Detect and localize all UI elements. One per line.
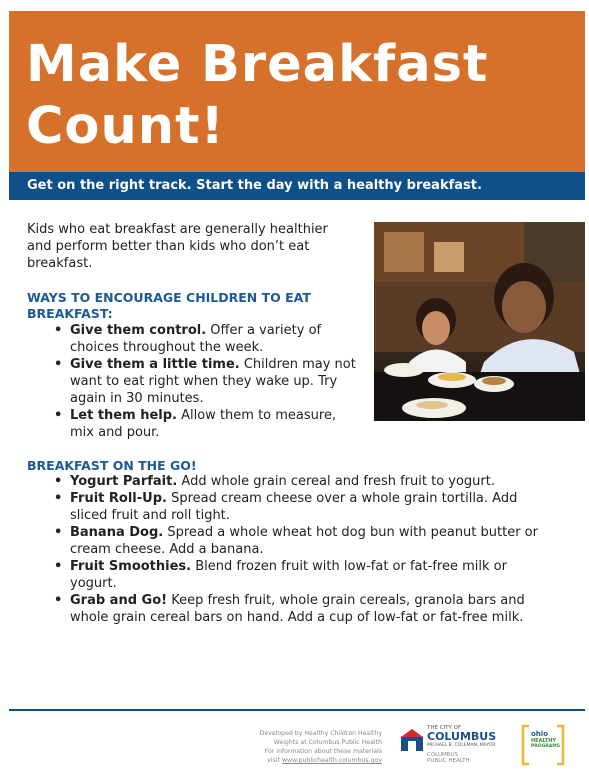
list-item-text: cream cheese. Add a banana.: [70, 542, 264, 557]
cbus-dept: PUBLIC HEALTH: [427, 758, 470, 764]
list-item: [52, 473, 577, 490]
list-item-title: Banana Dog.: [70, 525, 164, 540]
list-item: [52, 407, 362, 441]
list-item-title: Fruit Smoothies.: [70, 559, 192, 574]
list-item-text: again in 30 minutes.: [70, 391, 204, 406]
list-item: [52, 490, 577, 524]
list-item: [52, 524, 577, 558]
list-item-text: Add whole grain cereal and fresh fruit to yogurt.: [177, 474, 495, 489]
list-item: [52, 558, 577, 592]
columbus-emblem-icon: [401, 729, 423, 751]
intro-line: breakfast.: [27, 256, 93, 271]
list-item-text: sliced fruit and roll tight.: [70, 508, 230, 523]
footer-credit-line: Developed by Healthy Children Healthy: [259, 730, 382, 737]
list-item: [52, 356, 362, 407]
columbus-public-health-logo: [401, 725, 503, 767]
ways-list: [52, 322, 362, 441]
subtitle: Get on the right track. Start the day with a healthy breakfast.: [27, 178, 482, 193]
footer-website-link[interactable]: www.publichealth.columbus.gov: [281, 757, 382, 764]
ways-heading-line: WAYS TO ENCOURAGE CHILDREN TO EAT: [27, 290, 311, 305]
list-item-text: Allow them to measure,: [176, 408, 337, 423]
cbus-name: COLUMBUS: [427, 730, 497, 743]
page-title: [26, 34, 566, 158]
list-item-text: Offer a variety of: [206, 323, 322, 338]
intro-line: and perform better than kids who don’t eat: [27, 239, 310, 254]
subtitle-bar: [9, 172, 585, 200]
footer-visit-text: visit: [267, 757, 282, 764]
list-item-title: Yogurt Parfait.: [70, 474, 178, 489]
list-item: [52, 322, 362, 356]
list-item-text: Blend frozen fruit with low-fat or fat-free milk or: [191, 559, 507, 574]
list-item-title: Give them a little time.: [70, 357, 240, 372]
ohio-healthy: HEALTHY: [531, 738, 557, 744]
list-item-text: Spread cream cheese over a whole grain tortilla. Add: [166, 491, 518, 506]
list-item-text: mix and pour.: [70, 425, 160, 440]
on-the-go-heading: BREAKFAST ON THE GO!: [27, 458, 197, 473]
footer-credit-line: Weights at Columbus Public Health: [273, 739, 382, 746]
ways-heading: [27, 290, 311, 322]
cbus-dept: COLUMBUS: [427, 752, 459, 758]
footer-credit: [210, 729, 382, 765]
list-item-text: want to eat right when they wake up. Try: [70, 374, 338, 389]
ohio-healthy-programs-logo: [521, 724, 565, 766]
ohio-word: ohio: [531, 730, 549, 738]
on-the-go-list: [52, 473, 577, 626]
breakfast-photo: [374, 222, 585, 421]
list-item-title: Give them control.: [70, 323, 207, 338]
cbus-mayor: MICHAEL B. COLEMAN, MAYOR: [427, 743, 496, 748]
list-item-text: choices throughout the week.: [70, 340, 264, 355]
footer-credit-line: For information about these materials: [264, 748, 382, 755]
list-item-text: Children may not: [239, 357, 356, 372]
list-item-text: yogurt.: [70, 576, 117, 591]
footer-divider: [9, 709, 585, 711]
intro-paragraph: [27, 221, 357, 272]
breakfast-photo-illustration: [374, 222, 585, 421]
page-title-line-2: Count!: [26, 97, 225, 156]
list-item-title: Let them help.: [70, 408, 177, 423]
page-title-line-1: Make Breakfast: [26, 35, 489, 94]
list-item-text: Keep fresh fruit, whole grain cereals, granola bars and: [167, 593, 525, 608]
list-item-text: Spread a whole wheat hot dog bun with peanut butter or: [163, 525, 538, 540]
ohio-programs: PROGRAMS: [531, 744, 560, 749]
ways-heading-line: BREAKFAST:: [27, 306, 113, 321]
cbus-city-of: THE CITY OF: [427, 725, 462, 731]
footer-credit-line: [210, 756, 382, 765]
list-item-title: Grab and Go!: [70, 593, 168, 608]
list-item-text: whole grain cereal bars on hand. Add a cup of low-fat or fat-free milk.: [70, 610, 524, 625]
intro-line: Kids who eat breakfast are generally healthier: [27, 222, 328, 237]
list-item-title: Fruit Roll-Up.: [70, 491, 167, 506]
list-item: [52, 592, 577, 626]
